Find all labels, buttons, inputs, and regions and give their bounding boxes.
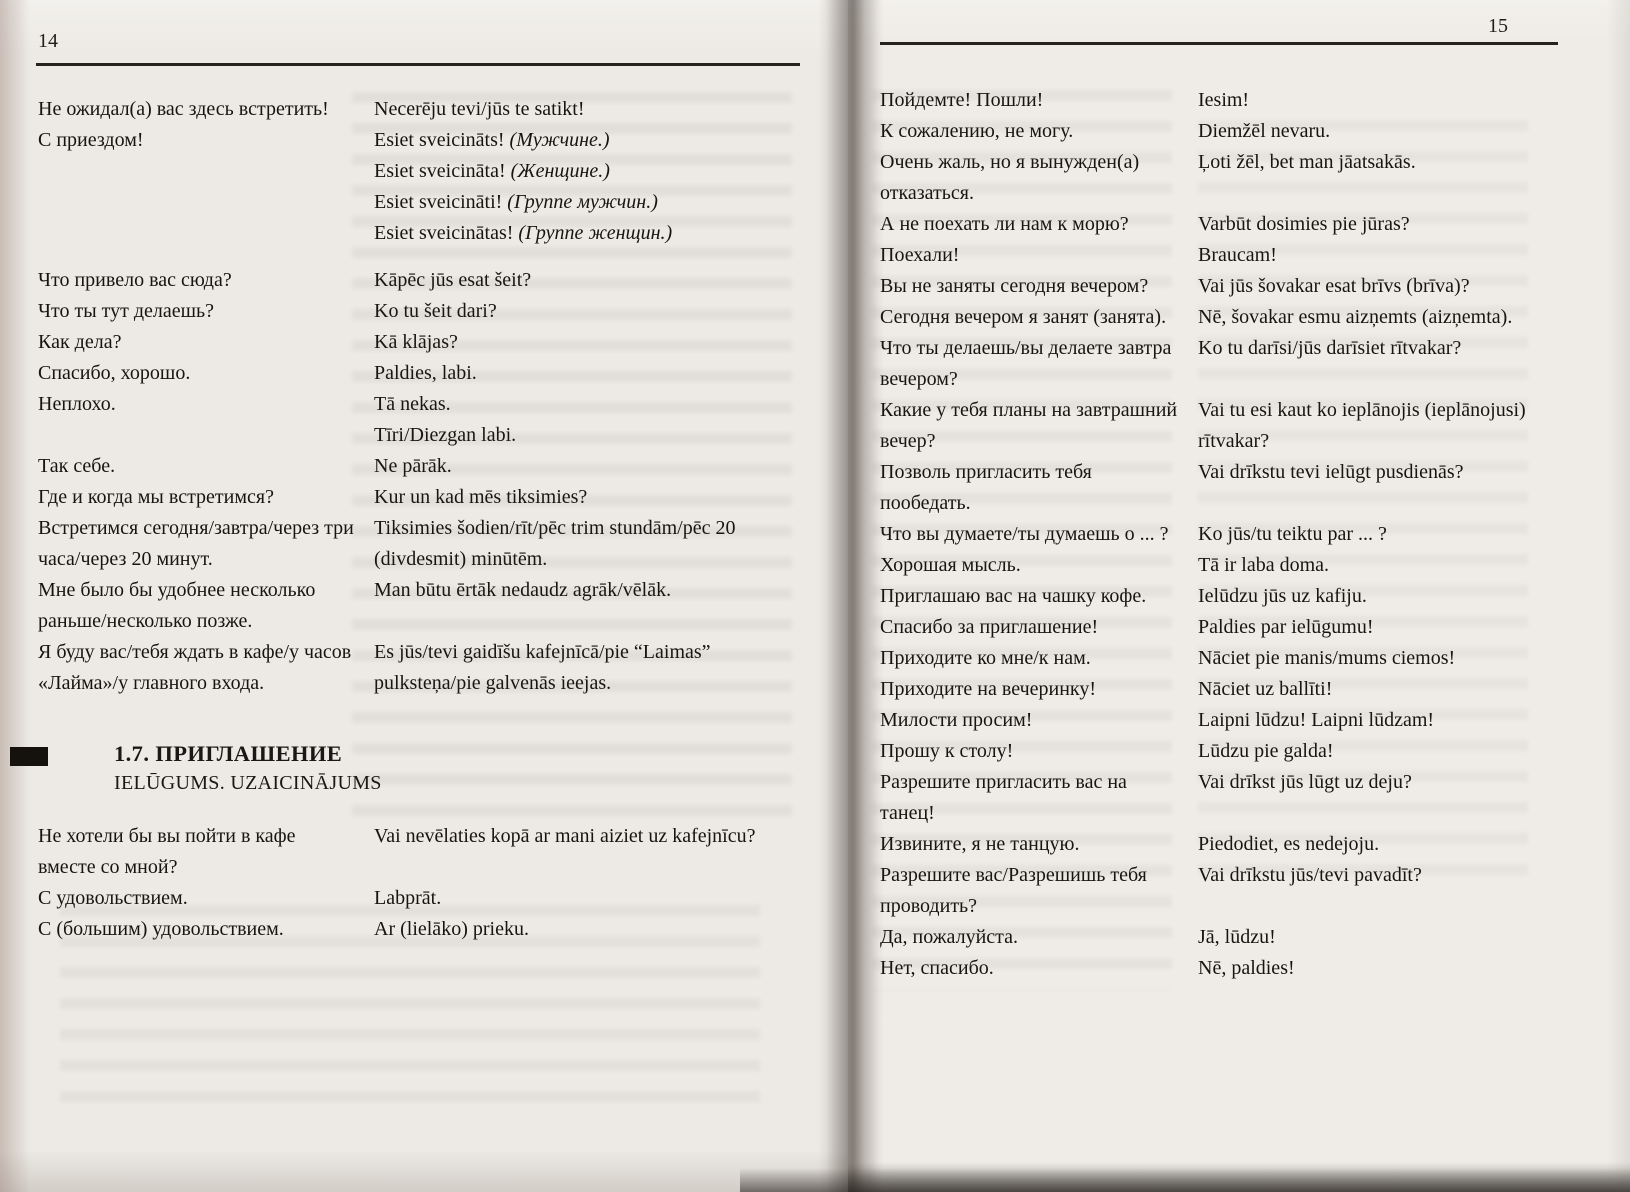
phrase-latvian (1198, 519, 1560, 550)
phrase-russian: Как дела? (38, 331, 122, 353)
phrase-row (38, 513, 800, 575)
phrase-row (38, 389, 800, 451)
phrase-text: Diemžēl nevaru. (1198, 120, 1331, 142)
phrase-russian: Хорошая мысль. (880, 554, 1021, 576)
phrase-text: Lūdzu pie galda! (1198, 740, 1334, 762)
phrase-russian: Поехали! (880, 244, 960, 266)
phrase-text: (Мужчине.) (509, 129, 610, 151)
phrase-russian: Пойдемте! Пошли! (880, 89, 1044, 111)
phrase-latvian (1198, 271, 1560, 302)
phrase-latvian (1198, 147, 1560, 209)
phrase-russian: Что вы думаете/ты думаешь о ... ? (880, 523, 1169, 545)
phrase-row (880, 705, 1560, 736)
phrase-text: Piedodiet, es nedejoju. (1198, 833, 1380, 855)
phrase-latvian (1198, 240, 1560, 271)
phrase-row (880, 581, 1560, 612)
phrase-text: Vai drīkst jūs lūgt uz deju? (1198, 771, 1412, 793)
phrase-latvian (374, 575, 800, 637)
phrase-text: Vai drīkstu tevi ielūgt pusdienās? (1198, 461, 1464, 483)
phrase-text: Tiksimies šodien/rīt/pēc trim stundām/pēc 20 (divdesmit) minūtēm. (374, 517, 736, 570)
phrase-text: Tā ir laba doma. (1198, 554, 1330, 576)
phrase-row (38, 575, 800, 637)
phrase-russian: Разрешите пригласить вас на танец! (880, 771, 1127, 824)
phrase-latvian (374, 637, 800, 699)
phrase-table-right (848, 85, 1630, 984)
phrase-row (38, 637, 800, 699)
phrase-latvian (374, 327, 800, 358)
phrase-text: Varbūt dosimies pie jūras? (1198, 213, 1410, 235)
phrase-row (880, 209, 1560, 240)
phrase-russian: Спасибо за приглашение! (880, 616, 1099, 638)
phrase-latvian (1198, 674, 1560, 705)
phrase-russian: Где и когда мы встретимся? (38, 486, 274, 508)
phrase-latvian (374, 821, 800, 883)
phrase-text: Ļoti žēl, bet man jāatsakās. (1198, 151, 1416, 173)
phrase-text: Kāpēc jūs esat šeit? (374, 269, 532, 291)
phrase-text: Ar (lielāko) prieku. (374, 918, 529, 940)
phrase-text: Esiet sveicināts! (374, 129, 510, 151)
phrase-text: Jā, lūdzu! (1198, 926, 1276, 948)
phrase-text: Es jūs/tevi gaidīšu kafejnīcā/pie “Laimas” pulksteņa/pie galvenās ieejas. (374, 641, 711, 694)
phrase-text: Ielūdzu jūs uz kafiju. (1198, 585, 1367, 607)
phrase-text: Iesim! (1198, 89, 1250, 111)
phrase-row (880, 829, 1560, 860)
phrase-russian: Извините, я не танцую. (880, 833, 1080, 855)
phrase-text: Nāciet pie manis/mums ciemos! (1198, 647, 1456, 669)
phrase-text: Esiet sveicināta! (374, 160, 511, 182)
phrase-row (880, 519, 1560, 550)
phrase-text: Laipni lūdzu! Laipni lūdzam! (1198, 709, 1435, 731)
phrase-latvian (374, 482, 800, 513)
phrase-russian: Приходите на вечеринку! (880, 678, 1097, 700)
phrase-latvian (1198, 395, 1560, 457)
phrase-text: Tā nekas. (374, 393, 451, 415)
phrase-latvian (1198, 333, 1560, 395)
phrase-row (38, 821, 800, 883)
phrase-row (38, 914, 800, 945)
phrase-latvian (374, 358, 800, 389)
section-subtitle: IELŪGUMS. UZAICINĀJUMS (114, 772, 382, 794)
phrase-text: Esiet sveicinātas! (374, 222, 519, 244)
phrase-text: Labprāt. (374, 887, 442, 909)
phrase-russian: Вы не заняты сегодня вечером? (880, 275, 1149, 297)
section-header (38, 741, 800, 795)
phrase-row (880, 302, 1560, 333)
phrase-russian: Что ты тут делаешь? (38, 300, 215, 322)
phrase-russian: Прошу к столу! (880, 740, 1014, 762)
phrase-text: Nē, šovakar esmu aizņemts (aizņemta). (1198, 306, 1513, 328)
header-rule-left (36, 63, 800, 66)
phrase-row (38, 883, 800, 914)
phrase-row (880, 395, 1560, 457)
phrase-latvian (374, 914, 800, 945)
phrase-latvian (1198, 116, 1560, 147)
phrase-row (880, 953, 1560, 984)
page-number-left: 14 (38, 30, 58, 52)
phrase-row (880, 612, 1560, 643)
phrase-text: Ko jūs/tu teiktu par ... ? (1198, 523, 1387, 545)
phrase-row (880, 116, 1560, 147)
phrase-text: Nāciet uz ballīti! (1198, 678, 1333, 700)
phrase-text: Braucam! (1198, 244, 1277, 266)
phrase-text: Paldies par ielūgumu! (1198, 616, 1374, 638)
phrase-row (38, 327, 800, 358)
page-15 (848, 0, 1630, 1192)
phrase-russian: Очень жаль, но я вынужден(а) отказаться. (880, 151, 1140, 204)
phrase-text: Kā klājas? (374, 331, 458, 353)
phrase-row (880, 922, 1560, 953)
phrase-row (38, 125, 800, 249)
phrase-russian: Какие у тебя планы на завтрашний вечер? (880, 399, 1178, 452)
phrase-row (38, 358, 800, 389)
phrase-latvian (1198, 860, 1560, 922)
phrase-latvian (1198, 550, 1560, 581)
phrase-row (880, 767, 1560, 829)
phrase-latvian (1198, 829, 1560, 860)
phrase-latvian (1198, 302, 1560, 333)
phrase-latvian (374, 451, 800, 482)
phrase-text: Vai drīkstu jūs/tevi pavadīt? (1198, 864, 1422, 886)
phrase-latvian (374, 265, 800, 296)
phrase-latvian (374, 883, 800, 914)
phrase-row (880, 643, 1560, 674)
phrase-text: Vai nevēlaties kopā ar mani aiziet uz kafejnīcu? (374, 825, 756, 847)
phrase-text: (Группе женщин.) (518, 222, 673, 244)
phrase-latvian (1198, 209, 1560, 240)
section-title: 1.7. ПРИГЛАШЕНИЕ (114, 741, 343, 766)
phrase-latvian (374, 296, 800, 327)
phrase-text: Ko tu šeit dari? (374, 300, 497, 322)
phrase-row (880, 457, 1560, 519)
phrase-latvian (1198, 922, 1560, 953)
phrase-row (880, 240, 1560, 271)
phrase-row (38, 94, 800, 125)
phrase-latvian (1198, 767, 1560, 829)
phrase-russian: Не хотели бы вы пойти в кафе вместе со мной? (38, 825, 296, 878)
phrase-russian: Встретимся сегодня/завтра/через три часа/через 20 минут. (38, 517, 354, 570)
phrase-russian: Милости просим! (880, 709, 1033, 731)
phrase-russian: Что ты делаешь/вы делаете завтра вечером? (880, 337, 1172, 390)
phrase-text: Ne pārāk. (374, 455, 452, 477)
phrase-russian: Спасибо, хорошо. (38, 362, 191, 384)
phrase-row (880, 147, 1560, 209)
phrase-text: Vai tu esi kaut ko ieplānojis (ieplānojusi) rītvakar? (1198, 399, 1526, 452)
phrase-text: Paldies, labi. (374, 362, 477, 384)
phrase-latvian (374, 513, 800, 575)
phrase-russian: С удовольствием. (38, 887, 188, 909)
phrase-russian: Я буду вас/тебя ждать в кафе/у часов «Лайма»/у главного входа. (38, 641, 352, 694)
phrase-russian: Сегодня вечером я занят (занята). (880, 306, 1167, 328)
phrase-table-left (0, 94, 848, 945)
phrase-row (880, 271, 1560, 302)
phrase-russian: С (большим) удовольствием. (38, 918, 284, 940)
phrase-text: (Группе мужчин.) (507, 191, 658, 213)
phrase-russian: Да, пожалуйста. (880, 926, 1019, 948)
phrase-latvian (1198, 643, 1560, 674)
phrase-latvian (1198, 953, 1560, 984)
phrase-row (880, 550, 1560, 581)
phrase-row (38, 451, 800, 482)
phrase-russian: А не поехать ли нам к морю? (880, 213, 1129, 235)
phrase-text: (Женщине.) (510, 160, 610, 182)
phrase-text: Kur un kad mēs tiksimies? (374, 486, 588, 508)
phrase-russian: К сожалению, не могу. (880, 120, 1074, 142)
phrase-row (880, 674, 1560, 705)
phrase-row (880, 85, 1560, 116)
phrase-latvian (1198, 457, 1560, 519)
phrase-row (880, 333, 1560, 395)
phrase-russian: С приездом! (38, 129, 144, 151)
phrase-text: Vai jūs šovakar esat brīvs (brīva)? (1198, 275, 1470, 297)
phrase-russian: Так себе. (38, 455, 116, 477)
phrase-row (38, 296, 800, 327)
phrase-text: Man būtu ērtāk nedaudz agrāk/vēlāk. (374, 579, 672, 601)
phrase-russian: Приходите ко мне/к нам. (880, 647, 1091, 669)
phrase-text: Necerēju tevi/jūs te satikt! (374, 98, 585, 120)
phrase-russian: Нет, спасибо. (880, 957, 994, 979)
phrase-latvian (374, 125, 800, 249)
phrase-row (880, 736, 1560, 767)
phrase-row (38, 482, 800, 513)
phrase-latvian (1198, 705, 1560, 736)
phrase-text: Tīri/Diezgan labi. (374, 424, 517, 446)
phrase-russian: Позволь пригласить тебя пообедать. (880, 461, 1092, 514)
phrase-row (880, 860, 1560, 922)
phrase-latvian (1198, 736, 1560, 767)
phrase-latvian (374, 94, 800, 125)
phrase-russian: Что привело вас сюда? (38, 269, 232, 291)
phrase-text: Nē, paldies! (1198, 957, 1295, 979)
phrase-text: Ko tu darīsi/jūs darīsiet rītvakar? (1198, 337, 1462, 359)
phrase-row (38, 265, 800, 296)
phrase-russian: Приглашаю вас на чашку кофе. (880, 585, 1147, 607)
section-marker-icon (10, 747, 48, 766)
phrase-russian: Мне было бы удобнее несколько раньше/несколько позже. (38, 579, 316, 632)
phrase-russian: Неплохо. (38, 393, 116, 415)
phrase-latvian (374, 389, 800, 451)
phrase-russian: Разрешите вас/Разрешишь тебя проводить? (880, 864, 1147, 917)
page-number-right: 15 (1488, 15, 1508, 37)
phrase-text: Esiet sveicināti! (374, 191, 508, 213)
phrase-russian: Не ожидал(а) вас здесь встретить! (38, 98, 329, 120)
phrase-latvian (1198, 581, 1560, 612)
header-rule-right (880, 42, 1558, 45)
phrase-latvian (1198, 612, 1560, 643)
phrase-latvian (1198, 85, 1560, 116)
